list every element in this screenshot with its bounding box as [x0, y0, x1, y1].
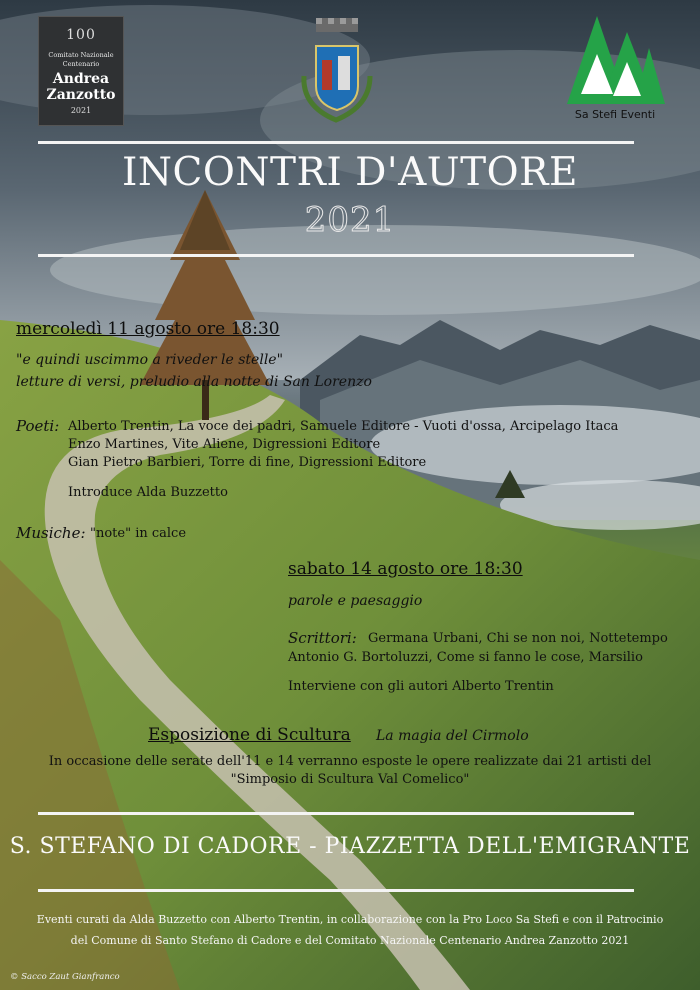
- header-bottom-rule: [38, 254, 634, 257]
- location-bottom-rule: [38, 889, 634, 892]
- pine-trees-icon: [565, 14, 665, 106]
- centenario-logo: [38, 16, 124, 126]
- centenario-year: 2021: [70, 106, 92, 115]
- footer-line-1: Eventi curati da Alda Buzzetto con Alberto Trentin, in collaborazione con la Pro Loco Sa Stefi e con il Patrocinio: [36, 913, 664, 926]
- poster-year: 2021: [304, 200, 396, 240]
- poet-line-2: Enzo Martines, Vite Aliene, Digressioni Editore: [68, 437, 381, 452]
- writer-line-2: Antonio G. Bortoluzzi, Come si fanno le cose, Marsilio: [288, 650, 643, 665]
- poet-line-3: Gian Pietro Barbieri, Torre di fine, Digressioni Editore: [68, 455, 427, 470]
- exhibition-line-2: "Simposio di Scultura Val Comelico": [230, 772, 470, 787]
- event2-date: sabato 14 agosto ore 18:30: [288, 559, 523, 579]
- event1-subtitle: letture di versi, preludio alla notte di San Lorenzo: [16, 374, 372, 390]
- centenario-name1: Andrea: [52, 71, 110, 87]
- event1-intro: Introduce Alda Buzzetto: [68, 485, 228, 500]
- top-rule: [38, 141, 634, 144]
- event2-intro: Interviene con gli autori Alberto Trentin: [288, 679, 554, 694]
- poster-title: INCONTRI D'AUTORE: [122, 150, 578, 195]
- music-label: Musiche:: [16, 524, 86, 542]
- poet-line-1: Alberto Trentin, La voce dei padri, Samuele Editore - Vuoti d'ossa, Arcipelago Itaca: [68, 419, 619, 434]
- event1-date: mercoledì 11 agosto ore 18:30: [16, 319, 280, 339]
- exhibition-title: Esposizione di Scultura: [148, 725, 351, 745]
- event1-quote: "e quindi uscimmo a riveder le stelle": [16, 352, 284, 368]
- photo-credit: © Sacco Zaut Gianfranco: [10, 972, 120, 982]
- event2-subtitle: parole e paesaggio: [288, 593, 423, 609]
- centenario-number: 100: [66, 27, 96, 43]
- writer-line-1: Germana Urbani, Chi se non noi, Nottetempo: [368, 631, 668, 646]
- brand-label: Sa Stefi Eventi: [574, 108, 656, 121]
- exhibition-line-1: In occasione delle serate dell'11 e 14 verranno esposte le opere realizzate dai 21 artisti del: [48, 754, 652, 769]
- music-text: "note" in calce: [90, 526, 187, 541]
- exhibition-subtitle: La magia del Cirmolo: [376, 728, 529, 744]
- footer-line-2: del Comune di Santo Stefano di Cadore e del Comitato Nazionale Centenario Andrea Zanzotto 2021: [70, 934, 630, 947]
- event-location: S. STEFANO DI CADORE - PIAZZETTA DELL'EMIGRANTE: [9, 834, 691, 859]
- writers-label: Scrittori:: [288, 629, 357, 647]
- location-top-rule: [38, 812, 634, 815]
- centenario-line1: Comitato Nazionale: [48, 51, 114, 59]
- centenario-line2: Centenario: [62, 60, 100, 68]
- coat-of-arms-icon: [298, 16, 376, 126]
- centenario-name2: Zanzotto: [46, 87, 116, 103]
- poets-label: Poeti:: [16, 417, 60, 435]
